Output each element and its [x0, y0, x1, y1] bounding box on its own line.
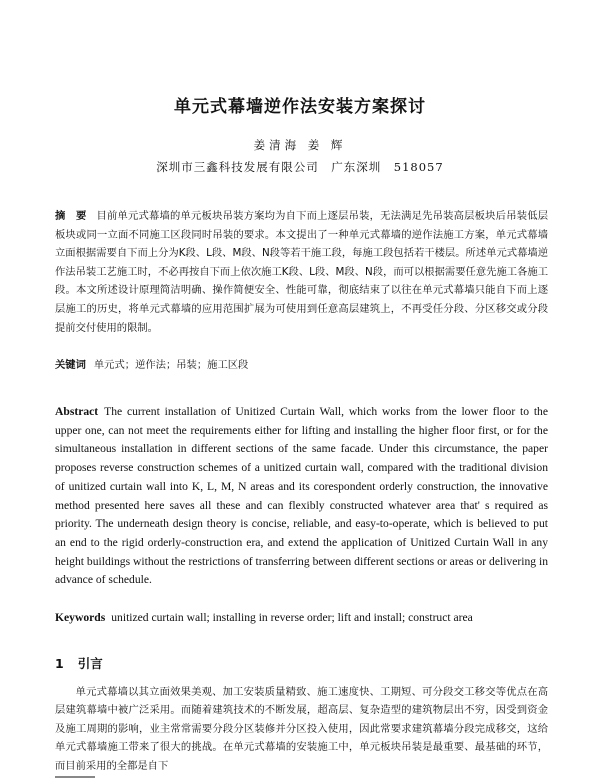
english-keywords-label: Keywords — [55, 611, 106, 624]
affiliation: 深圳市三鑫科技发展有限公司 广东深圳 518057 — [156, 160, 444, 174]
section-title: 引言 — [77, 656, 103, 671]
section-heading — [55, 654, 103, 672]
chinese-abstract-text: 目前单元式幕墙的单元板块吊装方案均为自下而上逐层吊装，无法满足先吊装高层板块后吊装低层板块或同一立面不同施工区段同时吊装的要求。本文提出了一种单元式幕墙的逆作法施工方案，单元式幕墙立面根据需要自下而上分为K段、L段、M段、N段等若干施工段，每施工段包括若干楼层。所述单元式幕墙逆作法吊装工艺施工时，不必再按自下而上依次施工K段、L段、M段、N段，而可以根据需要任意先施工各施工段。本文所述设计原理简洁明确、操作简便安全、性能可靠，彻底结束了以往在单元式幕墙只能自下而上逐层施工的历史，将单元式幕墙的应用范围扩展为可使用到任意高层建筑上，不再受任分段、分区移交或分段提前交付使用的限制。 — [55, 210, 549, 334]
footnote-rule — [55, 776, 95, 778]
english-abstract — [55, 403, 548, 590]
english-keywords-text: unitized curtain wall; installing in reverse order; lift and install; construct area — [111, 611, 473, 624]
authors: 姜清海 姜 辉 — [253, 138, 347, 152]
chinese-keywords-label: 关键词 — [55, 359, 86, 371]
english-abstract-text: The current installation of Unitized Curtain Wall, which works from the lower floor to the upper one, can not meet the requirements either for lifting and installing the higher floor first, or for the simultaneous installation in different sections of the same facade. Under this circumstance, the paper proposes reverse construction schemes of a unitized curtain wall, compared with the traditional division of unitized curtain wall into K, L, M, N areas and its corespondent orderly construction, the innovative method presented here saves all these and can flexibly constructed whatever area that' s required as priority. The underneath design theory is concise, reliable, and easy-to-operate, which is believed to put an end to the rigid orderly-construction era, and extend the application of Unitized Curtain Wall in any height buildings without the restrictions of transferring between different sections or areas or delivering in advance of schedule. — [55, 405, 548, 587]
english-keywords — [55, 609, 548, 627]
chinese-abstract-label: 摘 要 — [55, 210, 87, 222]
body-paragraph: 单元式幕墙以其立面效果美观、加工安装质量精致、施工速度快、工期短、可分段交工移交等优点在高层建筑幕墙中被广泛采用。而随着建筑技术的不断发展，超高层、复杂造型的建筑物层出不穷，因受到资金及施工周期的影响，业主常常需要分段分区装修并分区投入使用，因此常要求建筑幕墙分段完成移交，这给单元式幕墙施工带来了很大的挑战。在单元式幕墙的安装施工中，单元板块吊装是最重要、最基础的环节，而目前采用的全都是自下 — [55, 686, 548, 772]
paper-title: 单元式幕墙逆作法安装方案探讨 — [174, 97, 426, 117]
section-number: 1 — [55, 656, 64, 671]
chinese-abstract — [55, 207, 548, 337]
english-abstract-label: Abstract — [55, 405, 99, 418]
chinese-keywords — [55, 356, 548, 374]
chinese-keywords-text: 单元式；逆作法；吊装；施工区段 — [93, 359, 249, 371]
